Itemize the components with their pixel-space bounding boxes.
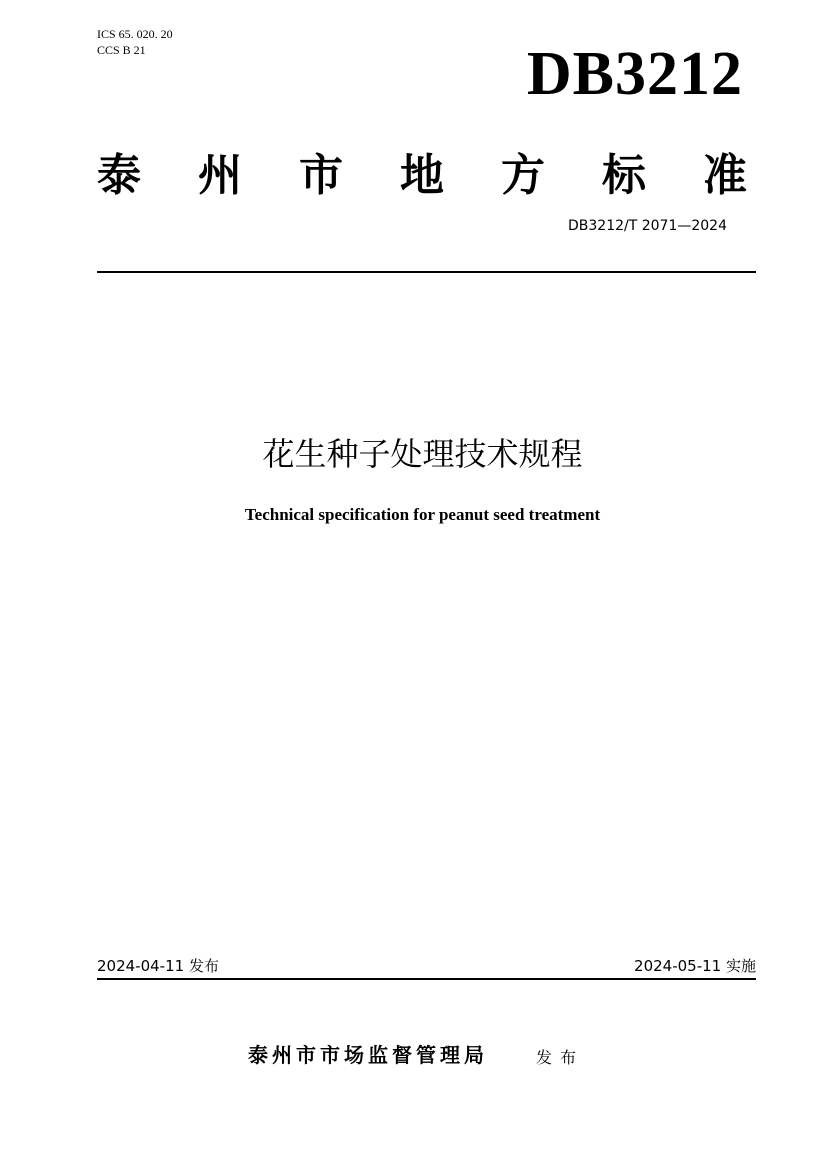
standard-number: DB3212/T 2071—2024 — [568, 218, 727, 234]
top-divider — [97, 271, 756, 273]
ccs-code: CCS B 21 — [97, 43, 146, 57]
ics-code: ICS 65. 020. 20 — [97, 27, 173, 41]
effective-date: 2024-05-11 实施 — [634, 957, 756, 975]
standard-type-char: 准 — [703, 150, 747, 201]
bottom-divider — [97, 978, 756, 980]
publish-label: 发布 — [536, 1048, 585, 1067]
standard-type-heading — [97, 148, 747, 204]
standard-type-char: 标 — [602, 150, 646, 201]
standard-type-char: 市 — [299, 150, 343, 201]
document-title-english: Technical specification for peanut seed treatment — [244, 505, 601, 524]
standard-type-char: 泰 — [97, 150, 141, 201]
standard-type-char: 州 — [198, 150, 242, 201]
document-title-chinese: 花生种子处理技术规程 — [262, 435, 583, 473]
db-code: DB3212 — [526, 40, 743, 108]
publisher-name: 泰州市市场监督管理局 — [248, 1043, 488, 1067]
issue-date: 2024-04-11 发布 — [97, 957, 219, 975]
classification-codes — [97, 26, 173, 58]
standard-type-char: 方 — [501, 150, 545, 201]
standard-type-char: 地 — [400, 150, 444, 201]
